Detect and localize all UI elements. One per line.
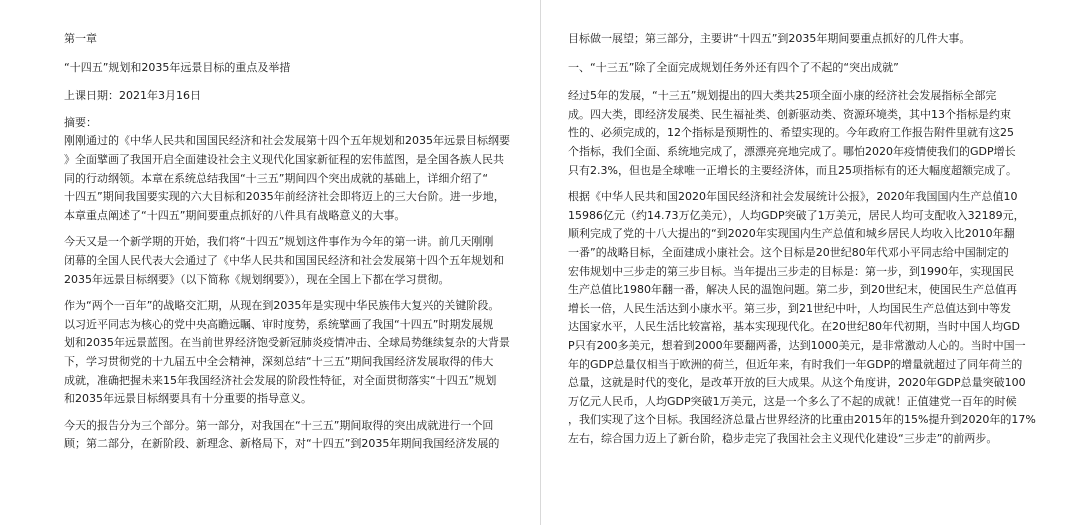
text-line: 以习近平同志为核心的党中央高瞻远瞩、审时度势，系统擘画了我国“十四五”时期发展规 [64,317,494,331]
text-line: 成。四大类，即经济发展类、民生福祉类、创新驱动类、资源环境类，其中13个指标是约束 [568,107,1011,121]
text-line: 下，学习贯彻党的十九届五中全会精神，深刻总结“十三五”期间我国经济发展取得的伟大 [64,354,494,368]
statistics-paragraph [568,188,1040,448]
text-line: 万亿元人民币，人均GDP突破1万美元，这是一个多么了不起的成就！正值建党一百年的时候 [568,394,1017,408]
text-line: 今天又是一个新学期的开始，我们将“十四五”规划这件事作为今年的第一讲。前几天刚刚 [64,235,494,249]
text-line: 15986亿元（约14.73万亿美元），人均GDP突破了1万美元，居民人均可支配收入32189元， [568,208,1025,222]
text-line: 本章重点阐述了“十四五”期间要重点抓好的八件具有战略意义的大事。 [64,208,406,222]
text-line: 只有2.3%，但也是全球唯一正增长的主要经济体，而且25项指标有的还大幅度超额完成了。 [568,163,1017,177]
lecture-date: 上课日期：2021年3月16日 [64,89,201,103]
intro-paragraph [64,233,516,289]
text-line: 总量，这就是时代的变化，是改革开放的巨大成果。从这个角度讲，2020年GDP总量突破100 [568,376,1026,390]
text-line: ，我们实现了这个目标。我国经济总量占世界经济的比重由2015年的15%提升到2020年的17% [568,413,1036,427]
text-line: 顺利完成了党的十八大提出的“到2020年实现国内生产总值和城乡居民人均收入比2010年翻 [568,227,1015,241]
text-line: 今天的报告分为三个部分。第一部分，对我国在“十三五”期间取得的突出成就进行一个回 [64,418,494,432]
text-line: 划和2035年远景蓝图。在当前世界经济饱受新冠肺炎疫情冲击、全球局势继续复杂的大背景 [64,336,510,350]
text-line: 同的行动纲领。本章在系统总结我国“十三五”期间四个突出成就的基础上，详细介绍了“ [64,171,489,185]
chapter-label: 第一章 [64,32,97,45]
text-line: 达国家水平，人民生活比较富裕，基本实现现代化。在20世纪80年代初期，当时中国人均GD [568,320,1020,334]
text-line: 十四五”期间我国要实现的六大目标和2035年前经济社会即将迈上的三大台阶。进一步地， [64,190,505,204]
text-line: 年的GDP总量仅相当于欧洲的荷兰，但近年来，有时我们一年GDP的增量就超过了同年荷兰的 [568,357,1023,371]
outline-paragraph [64,417,516,454]
achievements-paragraph [568,87,1040,180]
text-line: 顾；第二部分，在新阶段、新理念、新格局下，对“十四五”到2035年期间我国经济发展的 [64,437,500,451]
context-paragraph [64,297,516,409]
text-line: 和2035年远景目标纲要具有十分重要的指导意义。 [64,392,312,406]
text-line: 宏伟规划中三步走的第三步目标。当年提出三步走的目标是：第一步，到1990年，实现国民 [568,264,1014,278]
text-line: 个指标，我们全面、系统地完成了，漂漂亮亮地完成了。哪怕2020年疫情使我们的GDP增长 [568,144,1016,158]
text-line: P只有200多美元，想着到2000年要翻两番，达到1000美元，是非常激动人心的。当时中国一 [568,338,1026,352]
text-line: 左右，综合国力迈上了新台阶，稳步走完了我国社会主义现代化建设“三步走”的前两步。 [568,431,998,445]
text-line: 一番”的战略目标，全面建成小康社会。这个目标是20世纪80年代邓小平同志给中国制定的 [568,245,1009,259]
continuation-line: 目标做一展望；第三部分，主要讲“十四五”到2035年期间要重点抓好的几件大事。 [568,32,971,45]
section-heading: 一、“十三五”除了全面完成规划任务外还有四个了不起的“突出成就” [568,60,899,74]
text-line: 闭幕的全国人民代表大会通过了《中华人民共和国国民经济和社会发展第十四个五年规划和 [64,253,504,267]
text-line: 性的、必须完成的，12个指标是预期性的、希望实现的。今年政府工作报告附件里就有这25 [568,126,1014,140]
right-page [541,0,1080,525]
abstract-label: 摘要： [64,115,97,129]
text-line: 生产总值比1980年翻一番，解决人民的温饱问题。第二步，到20世纪末，使国民生产总值再 [568,283,1017,297]
text-line: 2035年远景目标纲要》（以下简称《规划纲要》），现在全国上下都在学习贯彻。 [64,272,450,286]
abstract-paragraph [64,132,516,225]
text-line: 成就，准确把握未来15年我国经济社会发展的阶段性特征，对全面贯彻落实“十四五”规划 [64,373,497,387]
text-line: 经过5年的发展，“十三五”规划提出的四大类共25项全面小康的经济社会发展指标全部完 [568,89,997,103]
text-line: 根据《中华人民共和国2020年国民经济和社会发展统计公报》，2020年我国国内生产总值10 [568,190,1018,204]
text-line: 增长一倍，人民生活达到小康水平。第三步，到21世纪中叶，人均国民生产总值达到中等发 [568,301,1011,315]
text-line: 刚刚通过的《中华人民共和国国民经济和社会发展第十四个五年规划和2035年远景目标纲要 [64,134,510,148]
text-line: 》全面擘画了我国开启全面建设社会主义现代化国家新征程的宏伟蓝图，是全国各族人民共 [64,152,504,166]
chapter-title: “十四五”规划和2035年远景目标的重点及举措 [64,60,291,74]
text-line: 作为“两个一百年”的战略交汇期，从现在到2035年是实现中华民族伟大复兴的关键阶段。 [64,299,500,313]
